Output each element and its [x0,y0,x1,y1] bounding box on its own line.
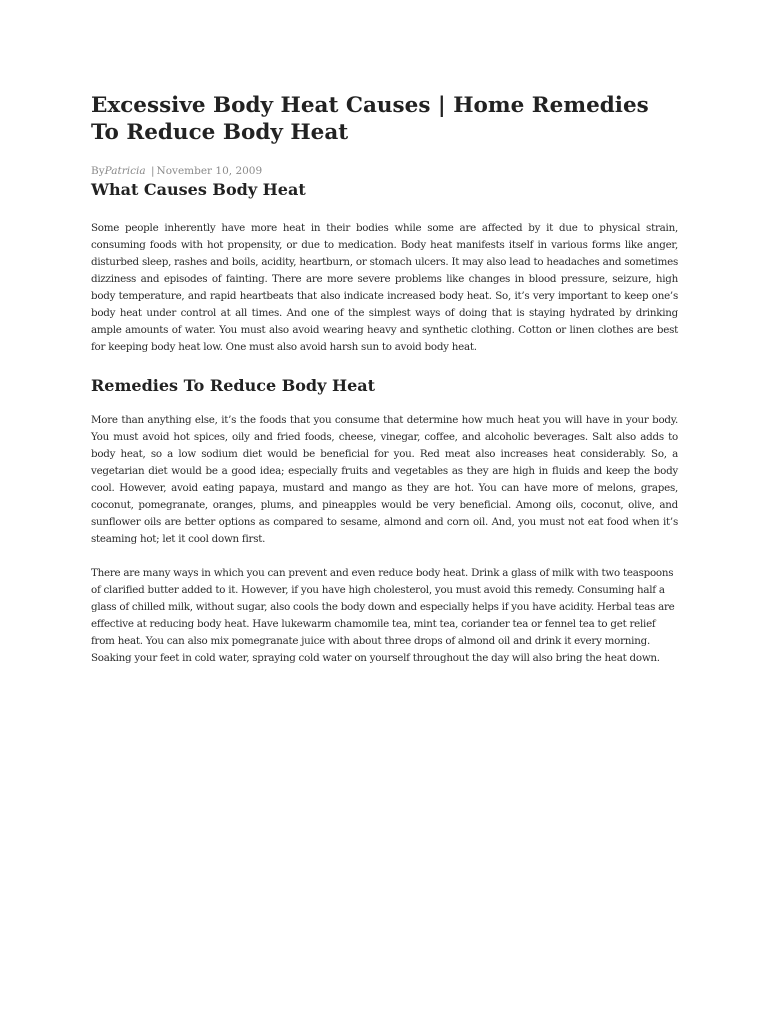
byline-date: November 10, 2009 [156,165,263,177]
byline-author-link[interactable]: Patricia [104,165,146,177]
article [91,92,678,667]
paragraph-causes: Some people inherently have more heat in their bodies while some are affected by it due to physical strain, consuming foods with hot propensity, or due to medication. Body heat manifests itself in various forms like anger, disturbed sleep, rashes and boils, acidity, heartburn, or stomach ulcers. It may also lead to headaches and sometimes dizziness and episodes of fainting. There are more severe problems like changes in blood pressure, seizure, high body temperature, and rapid heartbeats that also indicate increased body heat. So, it’s very important to keep one’s body heat under control at all times. And one of the simplest ways of doing that is staying hydrated by drinking ample amounts of water. You must also avoid wearing heavy and synthetic clothing. Cotton or linen clothes are best for keeping body heat low. One must also avoid harsh sun to avoid body heat. [91,222,678,353]
byline-prefix: By [91,165,105,177]
section-heading-what-causes: What Causes Body Heat [91,180,306,199]
byline-separator: | [150,165,155,177]
paragraph-remedies-foods: More than anything else, it’s the foods that you consume that determine how much heat you will have in your body. You must avoid hot spices, oily and fried foods, cheese, vinegar, coffee, and alcoholic beverages. Salt also adds to body heat, so a low sodium diet would be beneficial for you. Red meat also increases heat considerably. So, a vegetarian diet would be a good idea; especially fruits and vegetables as they are high in fluids and keep the body cool. However, avoid eating papaya, mustard and mango as they are hot. You can have more of melons, grapes, coconut, pomegranate, oranges, plums, and pineapples would be very beneficial. Among oils, coconut, olive, and sunflower oils are better options as compared to sesame, almond and corn oil. And, you must not eat food when it’s steaming hot; let it cool down first. [91,414,678,545]
article-title: Excessive Body Heat Causes | Home Remedies To Reduce Body Heat [91,93,649,145]
article-byline [91,165,678,178]
section-heading-remedies: Remedies To Reduce Body Heat [91,376,376,395]
paragraph-remedies-tips: There are many ways in which you can prevent and even reduce body heat. Drink a glass of milk with two teaspoons of clarified butter added to it. However, if you have high cholesterol, you must avoid this remedy. Consuming half a glass of chilled milk, without sugar, also cools the body down and especially helps if you have acidity. Herbal teas are effective at reducing body heat. Have lukewarm chamomile tea, mint tea, coriander tea or fennel tea to get relief from heat. You can also mix pomegranate juice with about three drops of almond oil and drink it every morning. Soaking your feet in cold water, spraying cold water on yourself throughout the day will also bring the heat down. [91,567,675,664]
